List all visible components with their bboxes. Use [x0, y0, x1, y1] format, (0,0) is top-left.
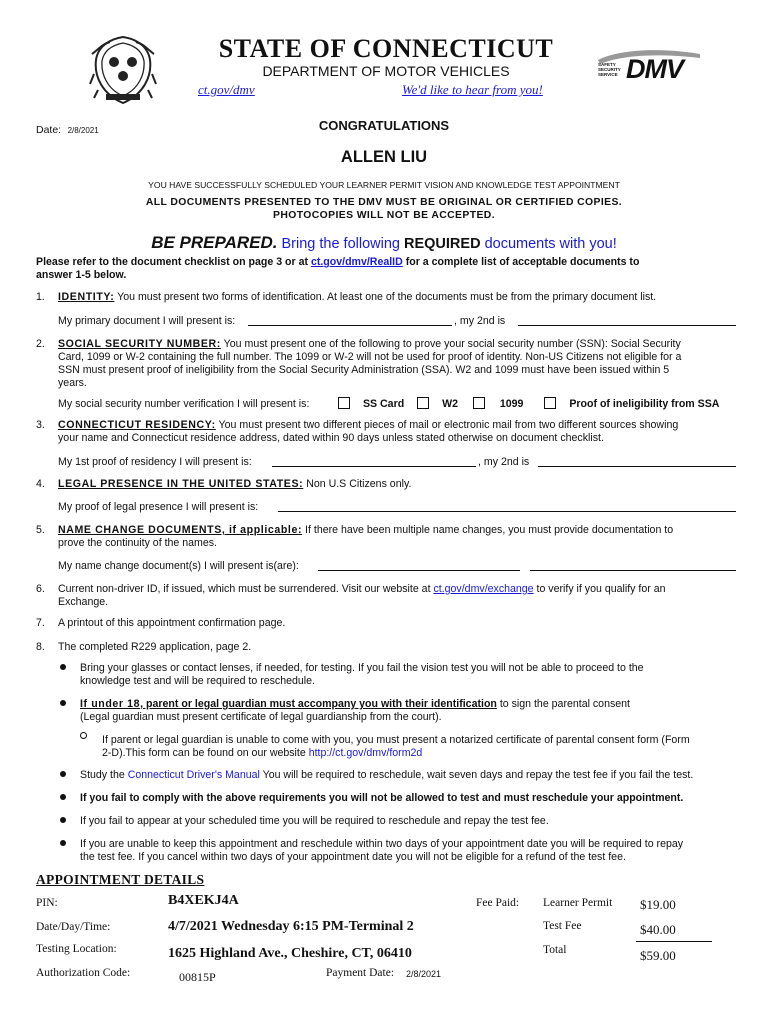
appointment-heading: APPOINTMENT DETAILS — [36, 872, 205, 887]
nondriver-id-text-2: to verify if you qualify for an — [533, 583, 666, 595]
dmv-logo — [596, 48, 704, 86]
applicant-name: ALLEN LIU — [340, 148, 428, 166]
logo-word-security: SECURITY — [598, 67, 621, 72]
glasses-text-1: Bring your glasses or contact lenses, if needed, for testing. If you fail the vision test you will not be able to proceed to the — [80, 662, 644, 674]
second-document-field[interactable] — [518, 325, 736, 326]
w2-checkbox[interactable] — [417, 397, 429, 409]
comply-bullet: If you fail to comply with the above requirements you will not be allowed to test and must reschedule your appointment. — [80, 792, 684, 804]
item-number-7: 7. — [36, 617, 45, 629]
study-text-b: You will be required to reschedule, wait seven days and repay the test fee if you fail the test. — [259, 769, 694, 781]
bullet-dot-fail-appear — [60, 817, 66, 823]
identity-fill-label: My primary document I will present is: — [58, 315, 236, 327]
sub-bullet-circle — [80, 732, 87, 739]
study-text-a: Study the — [80, 769, 128, 781]
unable-bullet — [80, 838, 730, 864]
under18-text-b: , parent or legal guardian must accompany you with their identification — [140, 698, 497, 710]
dmv-logo-text: DMV — [626, 54, 683, 84]
bullet-dot-study — [60, 771, 66, 777]
feedback-link[interactable]: We'd like to hear from you! — [402, 82, 543, 97]
item-number-8: 8. — [36, 641, 45, 653]
state-title: STATE OF CONNECTICUT — [218, 34, 554, 63]
residency-text-2: your name and Connecticut residence address, dated within 90 days unless stated otherwise on document checklist. — [58, 432, 604, 444]
under18-bullet — [80, 698, 730, 724]
refer-text-a: Please refer to the document checklist on page 3 or at — [36, 256, 311, 268]
w2-label: W2 — [442, 398, 458, 410]
identity-heading: IDENTITY: — [58, 291, 115, 303]
ineligibility-checkbox[interactable] — [544, 397, 556, 409]
be-prepared-text-b: documents with you! — [480, 236, 617, 252]
total-fee-value: $59.00 — [640, 948, 676, 963]
datetime-value: 4/7/2021 Wednesday 6:15 PM-Terminal 2 — [168, 919, 414, 934]
study-bullet — [80, 769, 730, 782]
under18-text-d: (Legal guardian must present certificate of legal guardianship from the court). — [80, 711, 442, 723]
name-change-text-2: prove the continuity of the names. — [58, 537, 217, 549]
item-number-1: 1. — [36, 291, 45, 303]
residency-second-label: , my 2nd is — [478, 456, 530, 468]
residency-text-1: You must present two different pieces of mail or electronic mail from two different sources showing — [215, 419, 679, 431]
r229-item: The completed R229 application, page 2. — [58, 641, 252, 653]
pin-value: B4XEKJ4A — [168, 893, 239, 908]
learner-permit-label: Learner Permit — [543, 897, 613, 909]
name-change-requirement — [58, 524, 748, 550]
identity-text: You must present two forms of identification. At least one of the documents must be from the primary document list. — [114, 291, 657, 303]
total-label: Total — [543, 944, 567, 956]
sub-bullet-text-1: If parent or legal guardian is unable to come with you, you must present a notarized certificate of parental consent form (Form — [102, 734, 690, 746]
original-docs-warning: ALL DOCUMENTS PRESENTED TO THE DMV MUST BE ORIGINAL OR CERTIFIED COPIES. — [145, 197, 623, 208]
printout-item: A printout of this appointment confirmation page. — [58, 617, 286, 629]
fee-paid-label: Fee Paid: — [476, 897, 520, 909]
bullet-dot-unable — [60, 840, 66, 846]
scheduled-message: YOU HAVE SUCCESSFULLY SCHEDULED YOUR LEARNER PERMIT VISION AND KNOWLEDGE TEST APPOINTMENT — [148, 180, 620, 190]
name-change-field-2[interactable] — [530, 570, 736, 571]
name-change-field-1[interactable] — [318, 570, 520, 571]
refer-text-b: for a complete list of acceptable documents to — [402, 256, 640, 268]
name-change-heading: NAME CHANGE DOCUMENTS, if applicable: — [58, 524, 303, 536]
required-word: REQUIRED — [404, 236, 481, 252]
identity-requirement — [58, 291, 748, 304]
ssn-requirement — [58, 338, 748, 390]
unable-text-2: the test fee. If you cancel within two days of your appointment date you will not be eligible for a refund of the test fee. — [80, 851, 626, 863]
logo-word-service: SERVICE — [598, 72, 618, 77]
item-number-6: 6. — [36, 583, 45, 595]
legal-presence-heading: LEGAL PRESENCE IN THE UNITED STATES: — [58, 478, 304, 490]
parental-consent-sub-bullet — [102, 734, 742, 760]
ssn-text-4: years. — [58, 377, 87, 389]
learner-permit-fee: $19.00 — [640, 897, 676, 912]
sub-bullet-text-2: 2-D).This form can be found on our website — [102, 747, 309, 759]
bullet-dot-comply — [60, 794, 66, 800]
nondriver-id-text-3: Exchange. — [58, 596, 109, 608]
form2d-link[interactable]: http://ct.gov/dmv/form2d — [308, 747, 423, 759]
ineligibility-label: Proof of ineligibility from SSA — [569, 398, 720, 410]
be-prepared-banner — [0, 233, 768, 253]
exchange-link[interactable]: ct.gov/dmv/exchange — [433, 583, 534, 595]
bullet-dot-under18 — [60, 700, 66, 706]
1099-label: 1099 — [499, 398, 524, 410]
datetime-label: Date/Day/Time: — [36, 921, 111, 933]
item-number-5: 5. — [36, 524, 45, 536]
fail-appear-bullet: If you fail to appear at your scheduled time you will be required to reschedule and repay the test fee. — [80, 815, 549, 827]
logo-word-safety: SAFETY — [598, 62, 616, 67]
ssn-options — [338, 397, 719, 411]
item-number-3: 3. — [36, 419, 45, 431]
item-number-2: 2. — [36, 338, 45, 350]
residency-fill-label: My 1st proof of residency I will present is: — [58, 456, 252, 468]
unable-text-1: If you are unable to keep this appointment and reschedule within two days of your appointment date you will be required to repay — [80, 838, 684, 850]
drivers-manual-link[interactable]: Connecticut Driver's Manual — [127, 769, 260, 781]
payment-date-value: 2/8/2021 — [406, 969, 442, 979]
primary-document-field[interactable] — [248, 325, 452, 326]
nondriver-id-item — [58, 583, 748, 609]
test-fee-value: $40.00 — [640, 922, 676, 937]
name-change-fill-label: My name change document(s) I will present is(are): — [58, 560, 299, 572]
dmv-website-link[interactable]: ct.gov/dmv — [198, 82, 255, 97]
residency-heading: CONNECTICUT RESIDENCY: — [58, 419, 216, 431]
location-label: Testing Location: — [36, 943, 117, 955]
auth-code-label: Authorization Code: — [36, 967, 131, 979]
state-seal — [88, 34, 158, 106]
first-residency-field[interactable] — [272, 466, 476, 467]
location-value: 1625 Highland Ave., Cheshire, CT, 06410 — [168, 946, 412, 961]
ssn-text-2: Card, 1099 or W-2 containing the full number. The 1099 or W-2 will not be used for proof of identity. Non-US Citizens not eligible for a — [58, 351, 682, 363]
legal-presence-fill-label: My proof of legal presence I will present is: — [58, 501, 259, 513]
item-number-4: 4. — [36, 478, 45, 490]
second-residency-field[interactable] — [538, 466, 736, 467]
auth-code-value: 00815P — [179, 970, 216, 984]
date-label: Date: — [36, 124, 62, 136]
glasses-text-2: knowledge test and will be required to reschedule. — [80, 675, 315, 687]
be-prepared-text-a: Bring the following — [277, 236, 405, 252]
refer-text-c: answer 1-5 below. — [36, 269, 127, 281]
realid-link[interactable]: ct.gov/dmv/RealID — [310, 256, 403, 268]
ssn-text-3: SSN must present proof of ineligibility from the Social Security Administration (SSA). W2 and 1099 must have been issued within 5 — [58, 364, 670, 376]
identity-second-label: , my 2nd is — [454, 315, 506, 327]
legal-presence-field[interactable] — [278, 511, 736, 512]
department-name: DEPARTMENT OF MOTOR VEHICLES — [262, 63, 510, 79]
nondriver-id-text-1: Current non-driver ID, if issued, which must be surrendered. Visit our website at — [58, 583, 434, 595]
payment-date-label: Payment Date: — [326, 967, 395, 979]
glasses-bullet — [80, 662, 730, 688]
congratulations-heading: CONGRATULATIONS — [318, 118, 450, 133]
1099-checkbox[interactable] — [473, 397, 485, 409]
bullet-dot-glasses — [60, 664, 66, 670]
name-change-text-1: If there have been multiple name changes, you must provide documentation to — [302, 524, 674, 536]
ssn-fill-label: My social security number verification I will present is: — [58, 398, 310, 410]
pin-label: PIN: — [36, 897, 58, 909]
ssn-heading: SOCIAL SECURITY NUMBER: — [58, 338, 221, 350]
date-value: 2/8/2021 — [67, 126, 99, 135]
be-prepared-heading: BE PREPARED. — [151, 233, 278, 252]
ss-card-checkbox[interactable] — [338, 397, 350, 409]
ssn-text-1: You must present one of the following to prove your social security number (SSN): Social Security — [220, 338, 681, 350]
residency-requirement — [58, 419, 748, 445]
ss-card-label: SS Card — [362, 398, 405, 410]
total-divider — [636, 941, 712, 942]
under18-text-a: If under 18 — [80, 698, 141, 710]
refer-checklist — [36, 256, 736, 282]
under18-text-c: to sign the parental consent — [496, 698, 630, 710]
legal-presence-text: Non U.S Citizens only. — [303, 478, 412, 490]
legal-presence-requirement — [58, 478, 748, 491]
photocopy-warning: PHOTOCOPIES WILL NOT BE ACCEPTED. — [273, 210, 495, 221]
test-fee-label: Test Fee — [543, 920, 582, 932]
